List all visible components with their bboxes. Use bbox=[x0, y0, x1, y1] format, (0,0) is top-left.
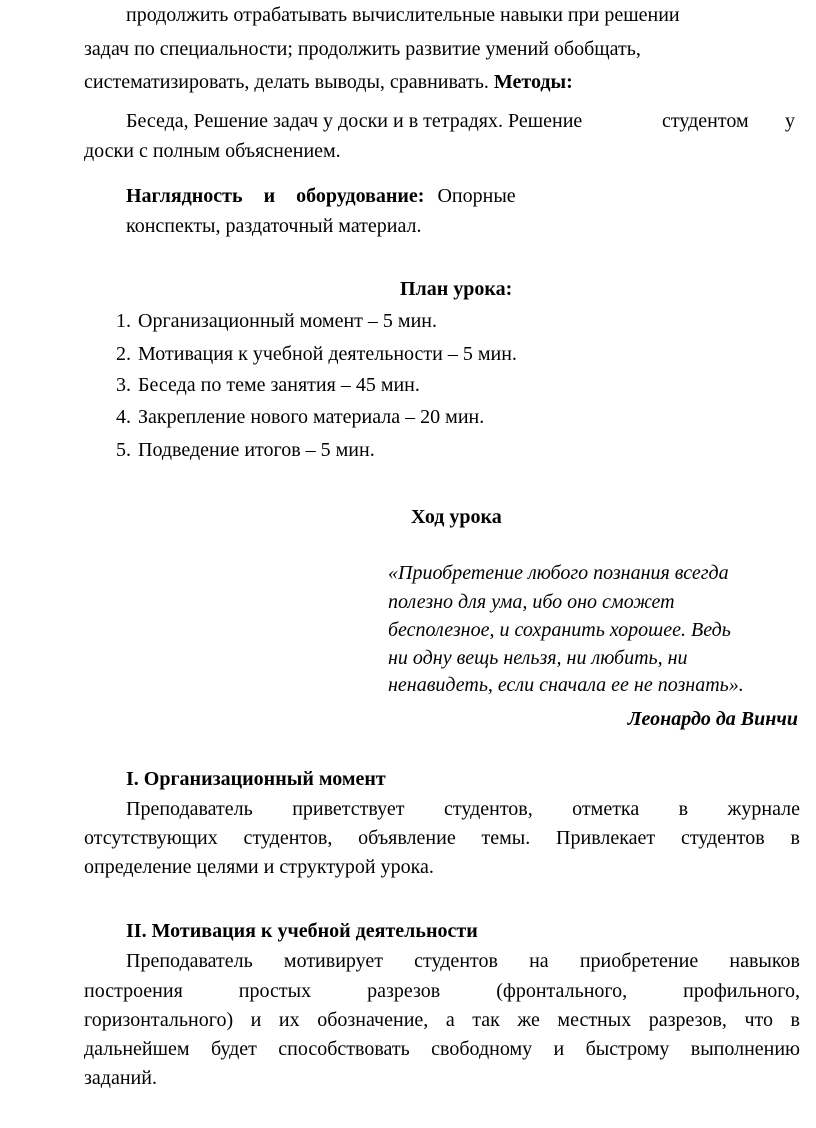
plan-item-text: Мотивация к учебной деятельности – 5 мин. bbox=[138, 343, 517, 365]
section-2-line-4: дальнейшем будет способствовать свободному и быстрому выполнению bbox=[84, 1038, 800, 1060]
plan-item-text: Подведение итогов – 5 мин. bbox=[138, 439, 375, 461]
equipment-text-line-2: конспекты, раздаточный материал. bbox=[126, 215, 422, 237]
quote-line-3: бесполезное, и сохранить хорошее. Ведь bbox=[388, 619, 731, 641]
section-2-line-2: построения простых разрезов (фронтального, профильного, bbox=[84, 980, 800, 1002]
quote-author: Леонардо да Винчи bbox=[627, 708, 798, 730]
section-2-line-1: Преподаватель мотивирует студентов на приобретение навыков bbox=[126, 950, 800, 972]
equipment-label-word-3: оборудование: bbox=[296, 185, 425, 207]
section-1-line-2: отсутствующих студентов, объявление темы. Привлекает студентов в bbox=[84, 827, 800, 849]
lesson-title: Ход урока bbox=[411, 506, 502, 528]
section-2-line-3: горизонтального) и их обозначение, а так же местных разрезов, что в bbox=[84, 1009, 800, 1031]
plan-title: План урока: bbox=[400, 278, 513, 300]
quote-line-2: полезно для ума, ибо оно сможет bbox=[388, 591, 675, 613]
intro-line-2: задач по специальности; продолжить развитие умений обобщать, bbox=[84, 38, 641, 60]
section-1-line-1: Преподаватель приветствует студентов, отметка в журнале bbox=[126, 798, 800, 820]
equipment-line-1 bbox=[126, 184, 516, 208]
section-1-line-3: определение целями и структурой урока. bbox=[84, 856, 434, 878]
plan-list-item bbox=[116, 373, 420, 397]
section-1-heading: I. Организационный момент bbox=[126, 768, 386, 790]
methods-line-1a: Беседа, Решение задач у доски и в тетрадях. Решение bbox=[126, 110, 583, 132]
section-2-heading: II. Мотивация к учебной деятельности bbox=[126, 920, 478, 942]
intro-line-3-text: систематизировать, делать выводы, сравнивать. bbox=[84, 71, 489, 93]
quote-line-1: «Приобретение любого познания всегда bbox=[388, 562, 729, 584]
methods-line-1b: студентом bbox=[662, 110, 749, 132]
plan-item-number: 4. bbox=[116, 406, 131, 428]
plan-list-item bbox=[116, 342, 517, 366]
plan-list-item bbox=[116, 405, 484, 429]
plan-item-text: Беседа по теме занятия – 45 мин. bbox=[138, 374, 420, 396]
section-2-line-5: заданий. bbox=[84, 1067, 157, 1089]
plan-item-number: 2. bbox=[116, 343, 131, 365]
quote-line-4: ни одну вещь нельзя, ни любить, ни bbox=[388, 647, 688, 669]
methods-line-1c: у bbox=[785, 110, 795, 132]
plan-item-number: 1. bbox=[116, 310, 131, 332]
quote-line-5: ненавидеть, если сначала ее не познать». bbox=[388, 674, 744, 696]
methods-line-2: доски с полным объяснением. bbox=[84, 140, 341, 162]
intro-line-3 bbox=[84, 70, 573, 94]
intro-line-1: продолжить отрабатывать вычислительные навыки при решении bbox=[126, 4, 680, 26]
plan-item-number: 5. bbox=[116, 439, 131, 461]
equipment-label-word-1: Наглядность bbox=[126, 185, 243, 207]
plan-item-text: Организационный момент – 5 мин. bbox=[138, 310, 437, 332]
plan-list-item bbox=[116, 438, 375, 462]
equipment-label-word-2: и bbox=[263, 185, 276, 207]
plan-list-item bbox=[116, 309, 437, 333]
plan-item-text: Закрепление нового материала – 20 мин. bbox=[138, 406, 485, 428]
plan-item-number: 3. bbox=[116, 374, 131, 396]
equipment-text-line-1: Опорные bbox=[437, 185, 516, 207]
methods-label: Методы: bbox=[493, 71, 573, 93]
